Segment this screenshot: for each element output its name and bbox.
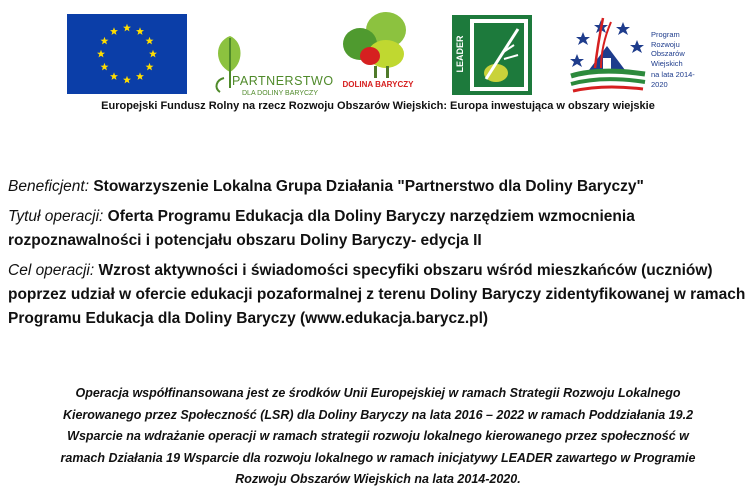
cofinancing-note	[0, 383, 756, 491]
footer-line-2: Kierowanego przez Społeczność (LSR) dla Doliny Baryczy na lata 2016 – 2022 w ramach Poddziałania 19.2	[62, 407, 694, 422]
beneficiary-label: Beneficjent:	[8, 178, 89, 195]
footer-line-5: Rozwoju Obszarów Wiejskich na lata 2014-2020.	[235, 472, 521, 486]
partnerstwo-logo	[208, 28, 334, 102]
footer-line-3: Wsparcie na wdrażanie operacji w ramach strategii rozwoju lokalnego kierowanego przez społeczność w	[67, 429, 689, 443]
prow-line-1: Program	[651, 30, 680, 39]
eu-star-icon	[100, 37, 108, 45]
funding-line: Europejski Fundusz Rolny na rzecz Rozwoju Obszarów Wiejskich: Europa inwestująca w obszary wiejskie	[101, 100, 655, 112]
eu-star-icon	[149, 50, 157, 58]
eu-stars-icon	[67, 14, 187, 94]
prow-emblem-icon	[567, 10, 647, 96]
goal-row	[8, 259, 748, 331]
eu-star-icon	[136, 27, 144, 35]
goal-value: Wzrost aktywności i świadomości specyfiki obszaru wśród mieszkańców (uczniów) poprzez udział w ofercie edukacji pozaformalnej z terenu Doliny Baryczy zidentyfikowanej w ramach Programu Edukacja dla Doliny Baryczy (www.edukacja.barycz.pl)	[8, 262, 746, 327]
beneficiary-value: Stowarzyszenie Lokalna Grupa Działania "Partnerstwo dla Doliny Baryczy"	[93, 178, 644, 195]
eu-star-icon	[97, 50, 105, 58]
dolina-baryczy-text: DOLINA BARYCZY	[342, 80, 414, 89]
title-label: Tytuł operacji:	[8, 208, 104, 225]
prow-line-3: Obszarów	[651, 49, 685, 58]
title-row	[8, 205, 748, 253]
leader-logo	[452, 15, 532, 95]
prow-logo	[567, 10, 707, 96]
eu-star-icon	[123, 24, 131, 32]
prow-text	[651, 30, 707, 89]
dolina-baryczy-logo	[336, 10, 420, 96]
partnerstwo-text: PARTNERSTWO	[232, 74, 334, 88]
eu-flag-logo	[67, 14, 187, 94]
footer-line-1: Operacja współfinansowana jest ze środków Unii Europejskiej w ramach Strategii Rozwoju Lokalnego	[75, 386, 681, 400]
logo-bar	[0, 10, 756, 97]
eu-star-icon	[146, 63, 154, 71]
footer-line-4: ramach Działania 19 Wsparcie dla rozwoju lokalnego w ramach inicjatywy LEADER zawartego w Programie	[60, 450, 696, 465]
eu-star-icon	[136, 72, 144, 80]
eu-star-icon	[110, 72, 118, 80]
eu-star-icon	[100, 63, 108, 71]
prow-line-2: Rozwoju	[651, 39, 680, 49]
eu-star-icon	[123, 76, 131, 84]
leader-text: LEADER	[455, 35, 465, 73]
prow-years: na lata 2014-2020	[651, 70, 695, 89]
eu-star-icon	[110, 27, 118, 35]
prow-line-4: Wiejskich	[651, 58, 683, 68]
partnerstwo-subtext: DLA DOLINY BARYCZY	[242, 90, 318, 97]
operation-info	[8, 175, 748, 337]
eu-star-icon	[146, 37, 154, 45]
beneficiary-row	[8, 175, 748, 199]
title-value: Oferta Programu Edukacja dla Doliny Baryczy narzędziem wzmocnienia rozpoznawalności i potencjału obszaru Doliny Baryczy- edycja II	[8, 208, 635, 249]
goal-label: Cel operacji:	[8, 262, 95, 279]
